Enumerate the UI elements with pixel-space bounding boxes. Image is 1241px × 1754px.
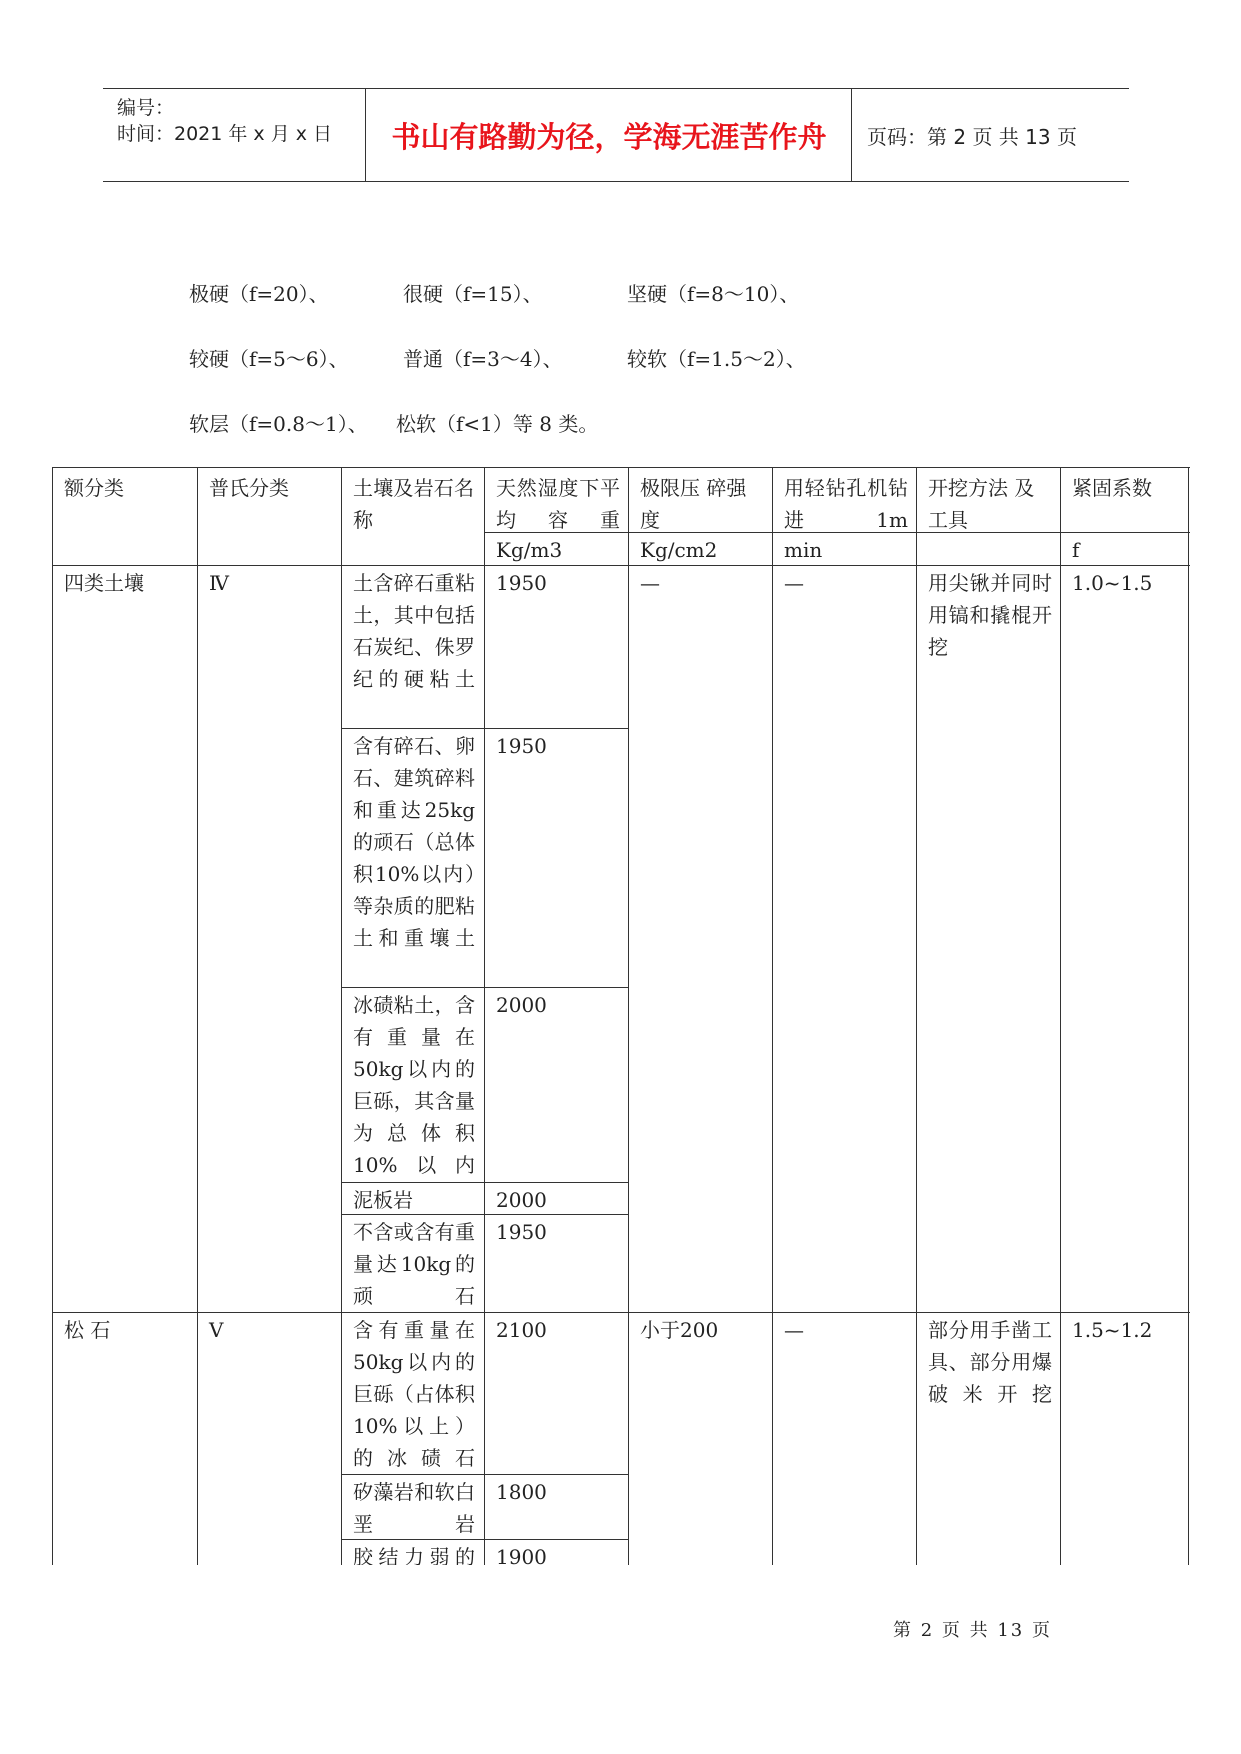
density-cell: 2000 (496, 993, 547, 1017)
table-grid-line (772, 468, 773, 1565)
strength-cell: 小于200 (640, 1318, 719, 1342)
strength-cell: — (640, 571, 660, 595)
header-cell: 天然湿度下平均容重 (496, 476, 620, 532)
intro-item: 很硬（f=15）、 (403, 282, 543, 306)
table-grid-line (341, 1474, 629, 1475)
drill-time-cell: — (784, 1318, 804, 1342)
table-grid-line (916, 468, 917, 1565)
header-cell: 用轻钻孔机钻进1m (784, 476, 908, 532)
soil-name-cell: 冰碛粘土，含有重量在50kg以内的巨砾，其含量为总体积10%以内 (353, 993, 475, 1177)
density-cell: 1900 (496, 1545, 547, 1565)
header-cell: 开挖方法 及工具 (928, 476, 1035, 532)
intro-item: 极硬（f=20）、 (189, 282, 329, 306)
document-time: 时间：2021 年 x 月 x 日 (117, 123, 333, 145)
intro-item: 坚硬（f=8～10）、 (627, 282, 800, 306)
unit-cell: Kg/m3 (496, 538, 563, 562)
unit-cell: min (784, 538, 823, 562)
table-grid-line (1188, 468, 1189, 1565)
header-meta (103, 89, 366, 181)
header-cell: 额分类 (64, 476, 124, 500)
soil-name-cell: 不含或含有重量达10kg的顽石 (353, 1220, 475, 1308)
table-grid-line (341, 728, 629, 729)
soil-classification-table (52, 467, 1190, 1565)
density-cell: 1950 (496, 734, 547, 758)
density-cell: 1950 (496, 571, 547, 595)
unit-cell: Kg/cm2 (640, 538, 718, 562)
soil-name-cell: 泥板岩 (353, 1188, 413, 1212)
intro-item: 软层（f=0.8～1）、 (189, 412, 368, 436)
category-cell: 四类土壤 (64, 571, 144, 595)
soil-name-cell: 含有碎石、卵石、建筑碎料和重达25kg的顽石（总体积10%以内）等杂质的肥粘土和重壤土 (353, 734, 475, 950)
document-number-label: 编号： (117, 97, 175, 119)
table-grid-line (341, 1182, 629, 1183)
page-footer: 第 2 页 共 13 页 (893, 1620, 1052, 1641)
table-grid-line (628, 468, 629, 1565)
intro-item: 松软（f<1）等 8 类。 (396, 412, 599, 436)
soil-name-cell: 矽藻岩和软白垩岩 (353, 1480, 475, 1536)
header-page-code: 页码：第 2 页 共 13 页 (867, 124, 1077, 149)
excavation-method-cell: 用尖锹并同时用镐和撬棍开挖 (928, 571, 1052, 659)
header-motto: 书山有路勤为径，学海无涯苦作舟 (367, 89, 852, 181)
protodyakonov-class-cell: Ⅳ (209, 571, 229, 595)
unit-cell: f (1072, 538, 1080, 562)
header-cell: 紧固系数 (1072, 476, 1152, 500)
table-grid-line (52, 565, 1190, 566)
table-grid-line (1060, 468, 1061, 1565)
table-grid-line (197, 468, 198, 1565)
header-cell: 极限压 碎强度 (640, 476, 747, 532)
density-cell: 2100 (496, 1318, 547, 1342)
density-cell: 1800 (496, 1480, 547, 1504)
header-cell: 普氏分类 (209, 476, 289, 500)
table-grid-line (52, 468, 53, 1565)
category-cell: 松 石 (64, 1318, 111, 1342)
excavation-method-cell: 部分用手凿工具、部分用爆破米开挖 (928, 1318, 1052, 1406)
header-cell: 土壤及岩石名称 (353, 476, 474, 532)
intro-item: 较软（f=1.5～2）、 (627, 347, 806, 371)
document-header (103, 88, 1129, 182)
soil-name-cell: 含有重量在50kg以内的巨砾（占体积10%以上）的冰碛石 (353, 1318, 475, 1470)
intro-item: 普通（f=3～4）、 (403, 347, 563, 371)
density-cell: 2000 (496, 1188, 547, 1212)
soil-name-cell: 土含碎石重粘土，其中包括石炭纪、侏罗纪的硬粘土 (353, 571, 475, 691)
density-cell: 1950 (496, 1220, 547, 1244)
table-grid-line (52, 1312, 1190, 1313)
coefficient-cell: 1.5~1.2 (1072, 1318, 1153, 1342)
drill-time-cell: — (784, 571, 804, 595)
table-grid-line (484, 468, 485, 1565)
coefficient-cell: 1.0~1.5 (1072, 571, 1153, 595)
table-grid-line (341, 468, 342, 1565)
table-grid-line (341, 987, 629, 988)
soil-name-cell: 胶结力弱的 (353, 1545, 475, 1565)
protodyakonov-class-cell: Ⅴ (209, 1318, 224, 1342)
intro-item: 较硬（f=5～6）、 (189, 347, 349, 371)
